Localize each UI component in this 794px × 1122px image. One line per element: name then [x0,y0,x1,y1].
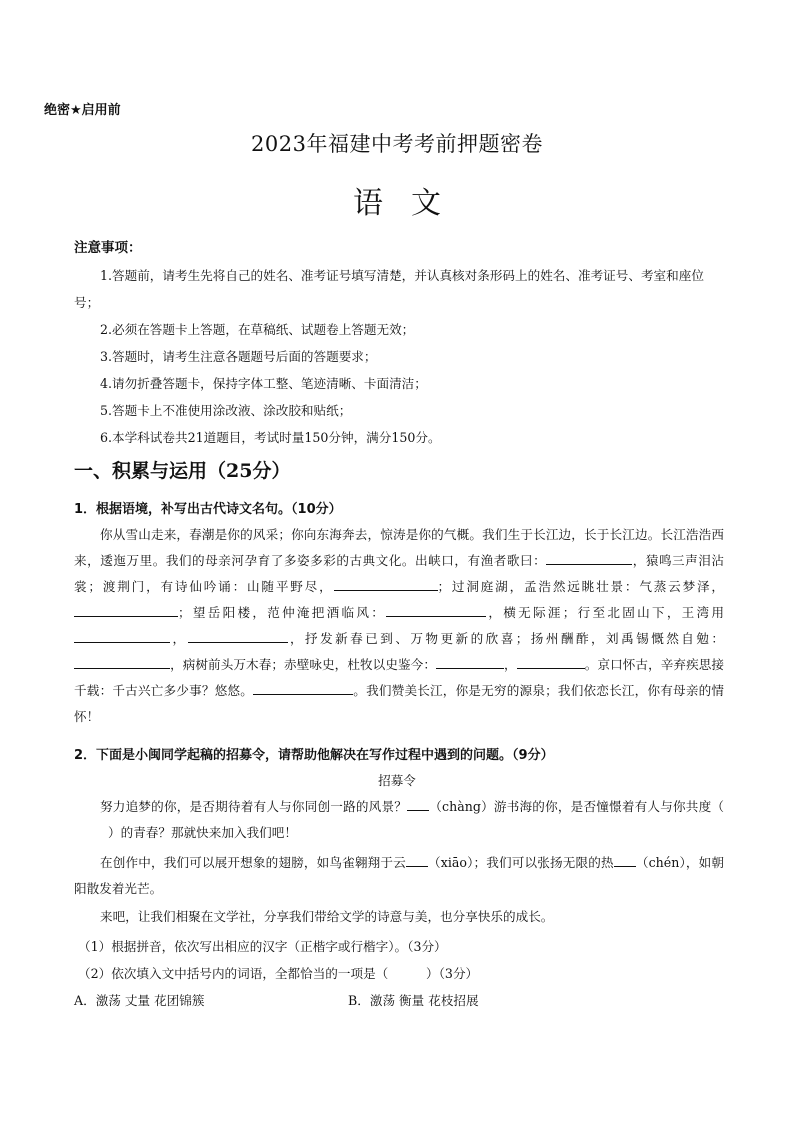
passage-text: ，猿鸣三声泪沾裳；渡荆门，有诗仙吟诵：山随平野尽， [74,553,725,594]
question-1-heading: 1．根据语境，补写出古代诗文名句。（10分） [74,502,342,517]
recruit-paragraph-3: 来吧，让我们相聚在文学社，分享我们带给文学的诗意与美，也分享快乐的成长。 [100,909,554,924]
answer-blank [188,628,288,643]
exam-title: 2023年福建中考考前押题密卷 [251,132,543,156]
answer-blank [334,576,438,591]
recruit-paragraph-1 [74,794,724,846]
passage-text: ）的青春？那就快来加入我们吧！ [108,825,297,840]
notice-item: 6.本学科试卷共21道题目，考试时量150分钟，满分150分。 [100,430,441,445]
recruit-paragraph-2 [74,850,724,902]
notice-heading: 注意事项： [74,240,142,256]
question-2-heading: 2．下面是小闽同学起稿的招募令，请帮助他解决在写作过程中遇到的问题。（9分） [74,748,554,763]
passage-text: （chén），如朝阳散发着光芒。 [74,855,724,896]
question-1-passage [74,522,724,730]
passage-text: ；望岳阳楼，范仲淹把酒临风： [178,605,387,620]
answer-blank [614,852,636,867]
notice-item: 5.答题卡上不准使用涂改液、涂改胶和贴纸； [100,403,352,418]
answer-blank [546,550,632,565]
answer-blank [436,654,504,669]
answer-blank [386,602,486,617]
passage-text: ， [503,657,517,672]
notice-item: 1.答题前，请考生先将自己的姓名、准考证号填写清楚，并认真核对条形码上的姓名、准考证号、考室和座位号； [74,268,704,310]
passage-text: （xiāo）；我们可以张扬无限的热 [427,855,614,870]
answer-blank [74,654,170,669]
passage-text: 你从雪山走来，春潮是你的风采；你向东海奔去，惊涛是你的气概。我们生于长江边，长于长江边。长江浩浩西来，逶迤万里。我们的母亲河孕育了多姿多彩的古典文化。出峡口，有渔者歌曰： [74,527,724,568]
section-heading: 一、积累与运用（25分） [74,460,291,482]
passage-text: ，横无际涯；行至北固山下，王湾用 [486,605,725,620]
passage-text: ，抒发新春已到、万物更新的欣喜；扬州酬酢，刘禹锡慨然自勉： [287,631,725,646]
option-b: B．激荡 衡量 花枝招展 [348,993,479,1008]
passage-text: （chàng）游书海的你，是否憧憬着有人与你共度（ [429,799,724,814]
notice-item: 3.答题时，请考生注意各题题号后面的答题要求； [100,349,377,364]
answer-blank [74,628,170,643]
confidential-label: 绝密★启用前 [44,103,121,118]
notice-item: 4.请勿折叠答题卡，保持字体工整、笔迹清晰、卡面清洁； [100,376,427,391]
passage-text: 。我们赞美长江，你是无穷的源泉；我们依恋长江，你有母亲的情怀！ [74,683,725,724]
notice-list [74,262,726,451]
answer-blank [74,602,178,617]
passage-text: ， [170,631,188,646]
passage-text: 努力追梦的你，是否期待着有人与你同创一路的风景？ [100,799,408,814]
passage-text: 在创作中，我们可以展开想象的翅膀，如鸟雀翱翔于云 [100,855,406,870]
option-a: A．激荡 丈量 花团锦簇 [74,993,205,1008]
answer-blank [406,852,428,867]
passage-text: 。京口怀古，辛弃疾思接千载：千古兴亡多少事？悠悠。 [74,657,725,698]
notice-doc-title: 招募令 [378,773,416,788]
question-2-sub-1: （1）根据拼音，依次写出相应的汉字（正楷字或行楷字）。（3分） [78,939,447,954]
subject-title: 语文 [353,186,469,221]
answer-blank [517,654,585,669]
question-2-sub-2: （2）依次填入文中括号内的词语，全都恰当的一项是（ ）（3分） [78,966,479,981]
notice-item: 2.必须在答题卡上答题，在草稿纸、试题卷上答题无效； [100,322,415,337]
passage-text: ，病树前头万木春；赤壁咏史，杜牧以史鉴今： [170,657,436,672]
passage-text: ；过洞庭湖，孟浩然远眺壮景：气蒸云梦泽， [437,579,725,594]
answer-blank [253,680,353,695]
answer-blank [407,796,429,811]
